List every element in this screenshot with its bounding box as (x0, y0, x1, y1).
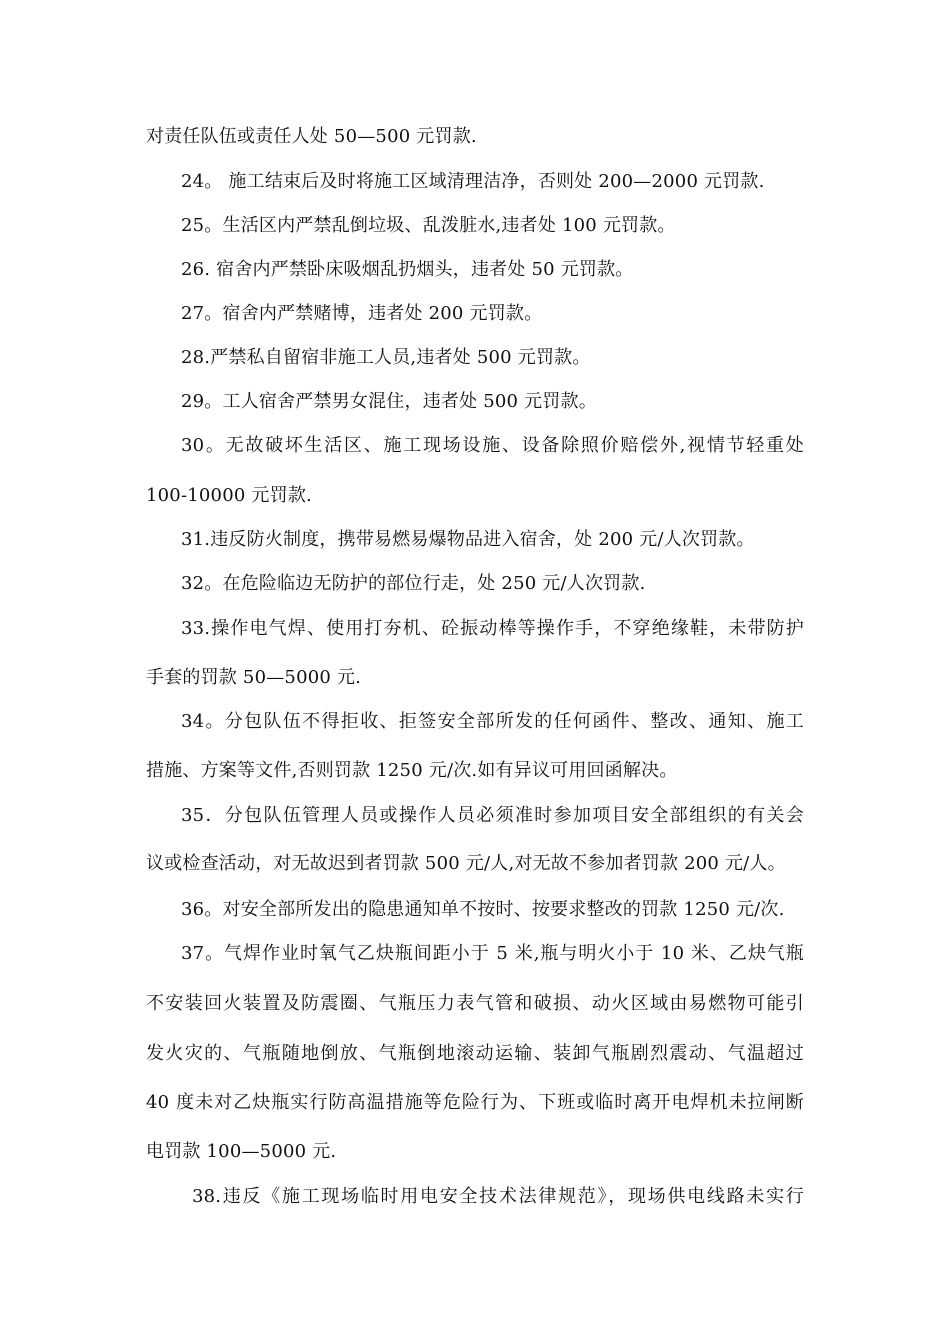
text-line-17: 议或检查活动，对无故迟到者罚款 500 元/人,对无故不参加者罚款 200 元/人。 (146, 853, 786, 874)
text-line-11: 32。在危险临边无防护的部位行走，处 250 元/人次罚款. (181, 573, 646, 594)
text-line-21: 发火灾的、气瓶随地倒放、气瓶倒地滚动运输、装卸气瓶剧烈震动、气温超过 (146, 1043, 804, 1064)
text-line-5: 27。宿舍内严禁赌博，违者处 200 元罚款。 (181, 303, 543, 324)
text-line-7: 29。工人宿舍严禁男女混住，违者处 500 元罚款。 (181, 391, 597, 412)
text-line-19: 37。气焊作业时氧气乙炔瓶间距小于 5 米,瓶与明火小于 10 米、乙炔气瓶 (181, 943, 804, 964)
text-line-23: 电罚款 100—5000 元. (146, 1141, 337, 1162)
text-line-4: 26. 宿舍内严禁卧床吸烟乱扔烟头，违者处 50 元罚款。 (181, 259, 634, 280)
text-line-14: 34。分包队伍不得拒收、拒签安全部所发的任何函件、整改、通知、施工 (181, 711, 804, 732)
text-line-2: 24。 施工结束后及时将施工区域清理洁净，否则处 200—2000 元罚款. (181, 171, 765, 192)
text-line-12: 33.操作电气焊、使用打夯机、砼振动棒等操作手，不穿绝缘鞋，未带防护 (181, 618, 804, 639)
text-line-15: 措施、方案等文件,否则罚款 1250 元/次.如有异议可用回函解决。 (146, 760, 678, 781)
text-line-16: 35．分包队伍管理人员或操作人员必须准时参加项目安全部组织的有关会 (181, 805, 804, 826)
text-line-20: 不安装回火装置及防震圈、气瓶压力表气管和破损、动火区域由易燃物可能引 (146, 993, 804, 1014)
text-line-9: 100-10000 元罚款. (146, 485, 312, 506)
text-line-3: 25。生活区内严禁乱倒垃圾、乱泼脏水,违者处 100 元罚款。 (181, 215, 676, 236)
text-line-8: 30。无故破坏生活区、施工现场设施、设备除照价赔偿外,视情节轻重处 (181, 435, 804, 456)
text-line-13: 手套的罚款 50—5000 元. (146, 667, 362, 688)
text-line-10: 31.违反防火制度，携带易燃易爆物品进入宿舍，处 200 元/人次罚款。 (181, 529, 755, 550)
text-line-22: 40 度未对乙炔瓶实行防高温措施等危险行为、下班或临时离开电焊机未拉闸断 (146, 1092, 804, 1113)
text-line-24: 38.违反《施工现场临时用电安全技术法律规范》，现场供电线路未实行 (192, 1186, 804, 1207)
text-line-18: 36。对安全部所发出的隐患通知单不按时、按要求整改的罚款 1250 元/次. (181, 899, 785, 920)
text-line-6: 28.严禁私自留宿非施工人员,违者处 500 元罚款。 (181, 347, 591, 368)
text-line-1: 对责任队伍或责任人处 50—500 元罚款. (146, 126, 477, 147)
